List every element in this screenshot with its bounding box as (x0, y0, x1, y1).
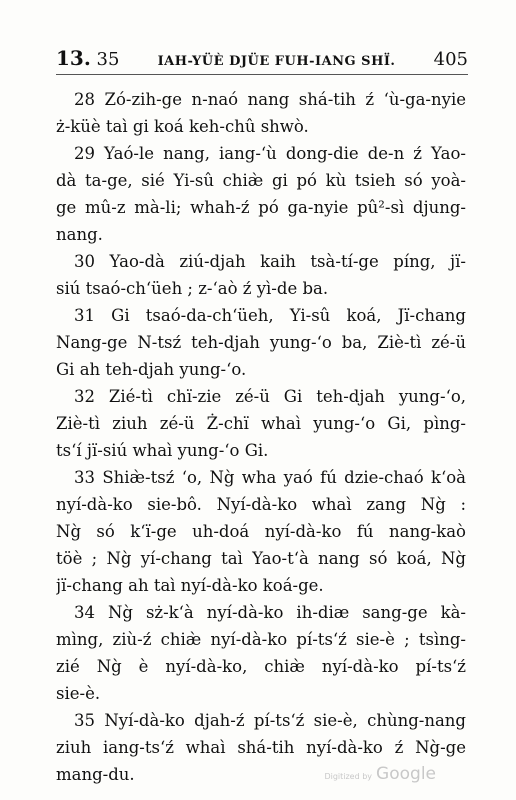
text-line: Ziè-tì ziuh zé-ü Ż-chï whaì yung-‘o Gi, pìng- (56, 414, 466, 433)
chapter-verse (56, 46, 119, 70)
text-line: 28 Zó-zih-ge n-naó nang shá-tih ź ‘ù-ga-nyie (74, 90, 466, 109)
body-text (56, 86, 466, 788)
text-line: mìng, ziù-ź chiæ̀ nyí-dà-ko pí-ts‘ź sie-è ; tsìng- (56, 630, 466, 649)
text-line: ziuh iang-ts‘ź whaì shá-tih nyí-dà-ko ź Ng̀-ge (56, 738, 466, 757)
text-line: ż-küè taì gi koá keh-chû shwò. (56, 117, 309, 136)
text-line: siú tsaó-ch‘üeh ; z-‘aò ź yì-de ba. (56, 279, 329, 298)
text-line: 31 Gi tsaó-da-ch‘üeh, Yi-sû koá, Jï-chang (74, 306, 466, 325)
book-title: IAH-YÜÈ DJÜE FUH-IANG SHÏ. (157, 54, 396, 69)
text-line: Gi ah teh-djah yung-‘o. (56, 360, 247, 379)
text-line: sie-è. (56, 684, 101, 703)
text-line: nang. (56, 225, 103, 244)
text-line: töè ; Ng̀ yí-chang taì Yao-t‘à nang só koá, Ng̀ (56, 549, 466, 568)
text-line: 33 Shiæ̀-tsź ‘o, Ng̀ wha yaó fú dzie-chaó k‘oà (74, 468, 466, 487)
text-line: mang-du. (56, 765, 135, 784)
text-line: Nang-ge N-tsź teh-djah yung-‘o ba, Ziè-tì zé-ü (56, 333, 466, 352)
verse-number: 35 (96, 49, 120, 70)
page-number: 405 (433, 49, 468, 70)
text-line: Ng̀ só k‘ï-ge uh-doá nyí-dà-ko fú nang-kaò (56, 522, 466, 541)
running-header (56, 46, 468, 75)
text-line: dà ta-ge, sié Yi-sû chiæ̀ gi pó kù tsieh só yoà- (56, 171, 466, 190)
text-line: 35 Nyí-dà-ko djah-ź pí-ts‘ź sie-è, chùng-nang (74, 711, 466, 730)
watermark-brand: Google (376, 764, 436, 784)
text-line: jï-chang ah taì nyí-dà-ko koá-ge. (56, 576, 324, 595)
text-line: 34 Ng̀ sż-k‘à nyí-dà-ko ih-diæ sang-ge kà- (74, 603, 466, 622)
digitized-watermark (324, 764, 436, 784)
text-line: 30 Yao-dà ziú-djah kaih tsà-tí-ge píng, jï- (74, 252, 466, 271)
chapter-number: 13. (56, 46, 91, 70)
text-line: ts‘í jï-siú whaì yung-‘o Gi. (56, 441, 269, 460)
text-line: zié Ng̀ è nyí-dà-ko, chiæ̀ nyí-dà-ko pí-ts‘ź (56, 657, 466, 676)
text-line: nyí-dà-ko sie-bô. Nyí-dà-ko whaì zang Ng̀ : (56, 495, 466, 514)
text-line: ge mû-z mà-li; whah-ź pó ga-nyie pû²-sì djung- (56, 198, 466, 217)
text-line: 32 Zié-tì chï-zie zé-ü Gi teh-djah yung-‘o, (74, 387, 466, 406)
watermark-prefix: Digitized by (324, 772, 373, 781)
text-line: 29 Yaó-le nang, iang-‘ù dong-die de-n ź Yao- (74, 144, 466, 163)
